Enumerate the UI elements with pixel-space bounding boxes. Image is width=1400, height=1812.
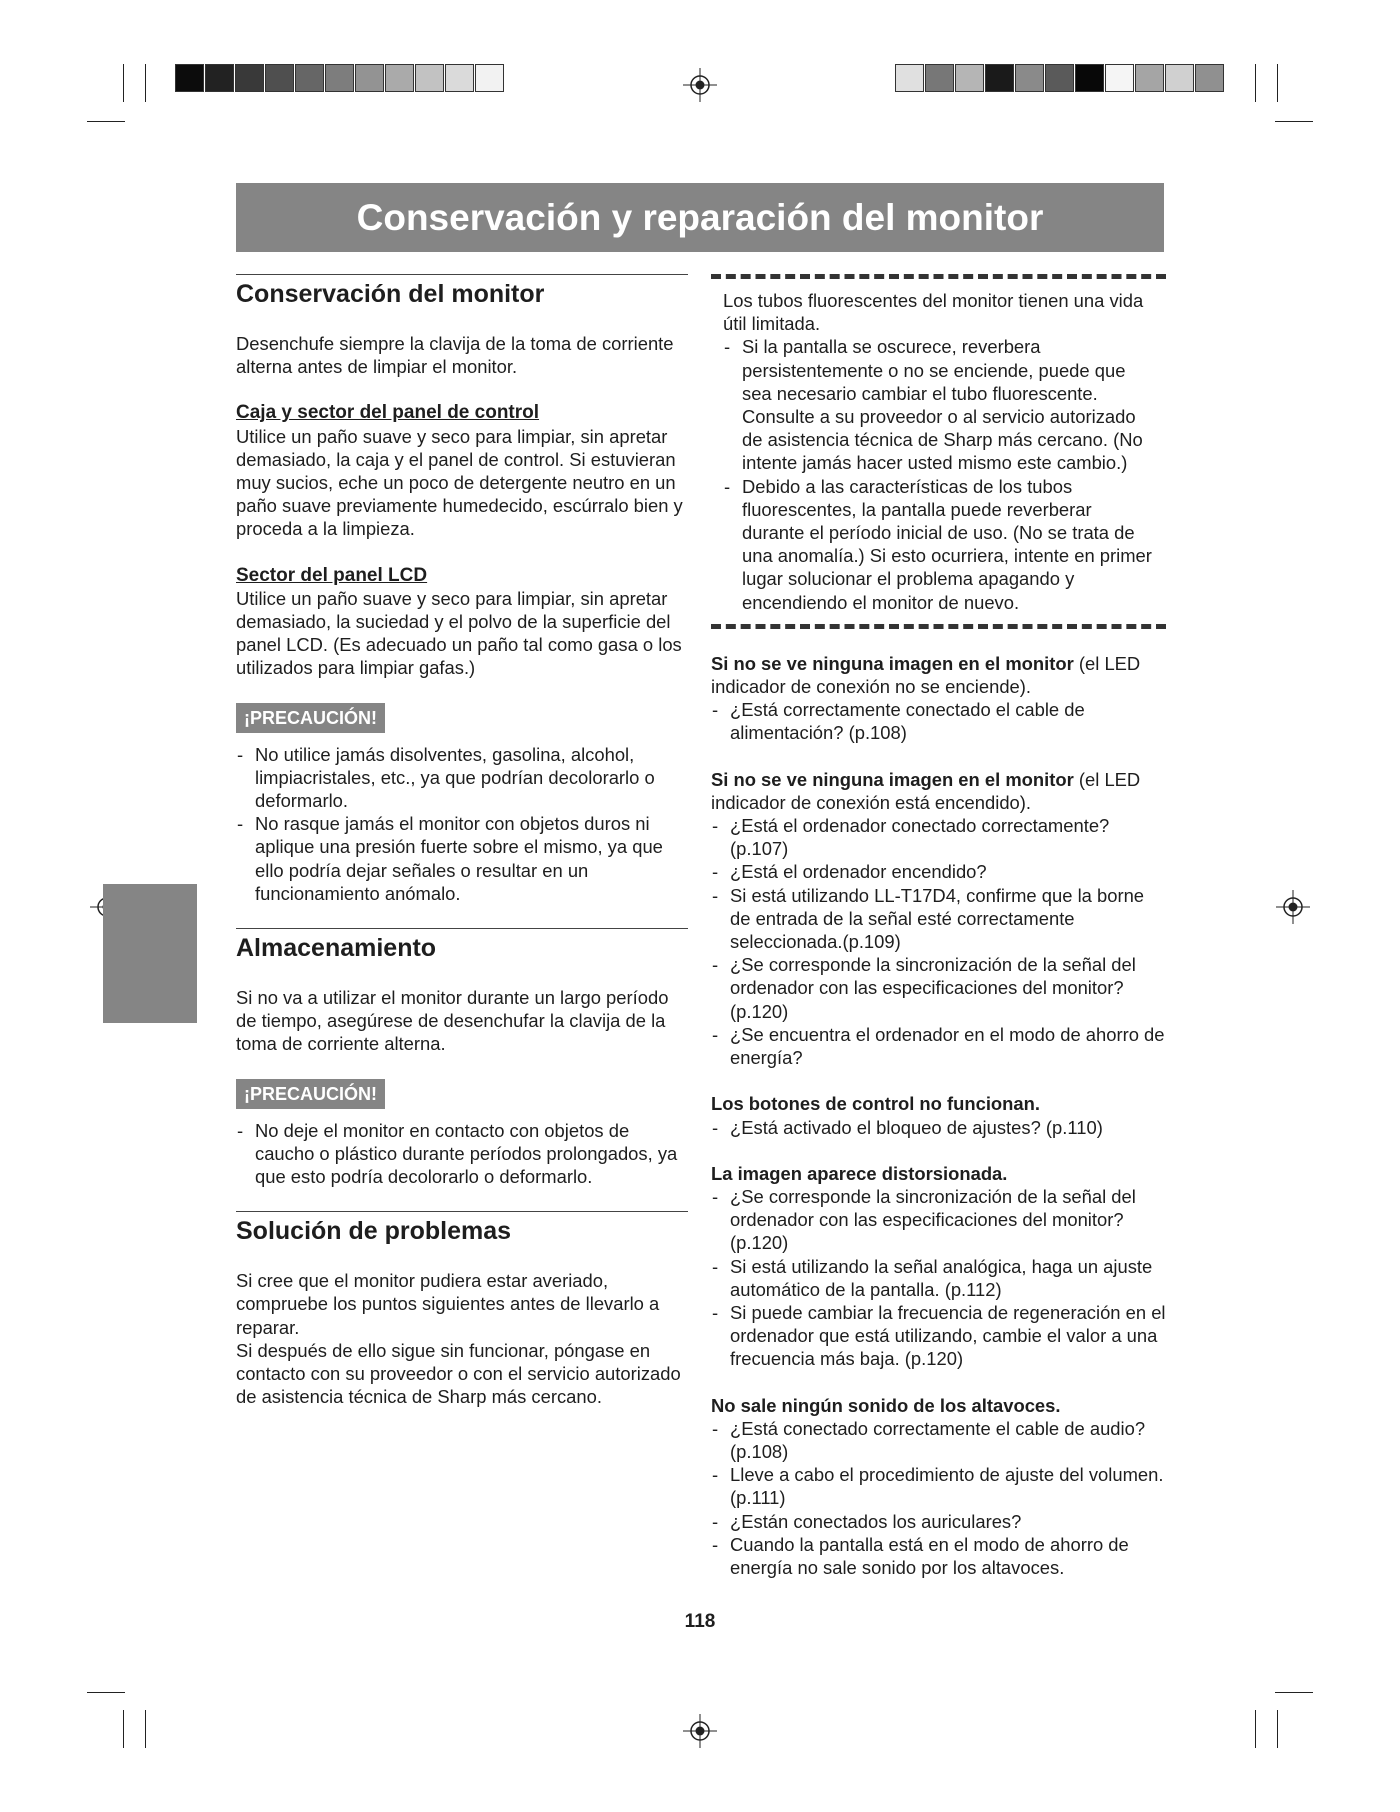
issue-list: [711, 698, 1166, 744]
issue-list: [711, 1417, 1166, 1579]
color-swatch: [1105, 64, 1134, 92]
list-item: - ¿Está el ordenador conectado correctamente? (p.107): [711, 814, 1166, 860]
list-item: - ¿Se encuentra el ordenador en el modo de ahorro de energía?: [711, 1023, 1166, 1069]
list-item: - ¿Está el ordenador encendido?: [711, 860, 1166, 883]
note-box: [711, 289, 1166, 614]
left-column: [236, 274, 688, 1409]
list-item: - Si está utilizando la señal analógica, haga un ajuste automático de la pantalla. (p.112): [711, 1255, 1166, 1301]
color-swatch: [205, 64, 234, 92]
issue-list: [711, 1185, 1166, 1371]
crop-mark: [145, 64, 146, 102]
issue-heading-buttons: Los botones de control no funcionan.: [711, 1093, 1040, 1115]
issue-heading-distorted: La imagen aparece distorsionada.: [711, 1162, 1008, 1184]
crop-mark: [123, 1710, 124, 1748]
color-swatch: [175, 64, 204, 92]
storage-text: Si no va a utilizar el monitor durante un largo período de tiempo, asegúrese de desenchufar la clavija de la toma de corriente alterna.: [236, 987, 669, 1055]
list-item: - No rasque jamás el monitor con objetos duros ni aplique una presión fuerte sobre el mismo, ya que ello podría dejar señales o resultar en un funcionamiento anómalo.: [236, 812, 688, 905]
section-rule: [236, 274, 688, 275]
list-item: - Debido a las características de los tubos fluorescentes, la pantalla puede reverberar durante el período inicial de uso. (No se trata de una anomalía.) Si esto ocurriera, intente en primer lugar solucionar el problema apagando y encendiendo el monitor de nuevo.: [723, 475, 1154, 614]
caution-label: ¡PRECAUCIÓN!: [236, 703, 385, 733]
crop-mark: [145, 1710, 146, 1748]
list-item: - Cuando la pantalla está en el modo de ahorro de energía no sale sonido por los altavoces.: [711, 1533, 1166, 1579]
crop-mark: [1277, 1710, 1278, 1748]
list-item: - ¿Se corresponde la sincronización de la señal del ordenador con las especificaciones del monitor? (p.120): [711, 1185, 1166, 1255]
section-rule: [236, 1211, 688, 1212]
color-swatch: [235, 64, 264, 92]
caution-list: [236, 743, 688, 905]
color-swatch: [1045, 64, 1074, 92]
issue-list: [711, 814, 1166, 1069]
crop-mark: [1255, 64, 1256, 102]
color-swatch: [1075, 64, 1104, 92]
crop-mark: [123, 64, 124, 102]
section-rule: [236, 928, 688, 929]
issue-no-image-off: [711, 652, 1166, 698]
list-item: - No utilice jamás disolventes, gasolina, alcohol, limpiacristales, etc., ya que podrían decolorarlo o deformarlo.: [236, 743, 688, 813]
color-swatch: [985, 64, 1014, 92]
section-heading-troubleshooting: Solución de problemas: [236, 1217, 512, 1246]
list-item: - Lleve a cabo el procedimiento de ajuste del volumen. (p.111): [711, 1463, 1166, 1509]
side-tab: [103, 884, 197, 1023]
color-swatch: [1195, 64, 1224, 92]
note-intro: Los tubos fluorescentes del monitor tienen una vida útil limitada.: [723, 290, 1144, 335]
registration-mark-icon: [683, 1714, 717, 1748]
color-swatch: [325, 64, 354, 92]
page-title: Conservación y reparación del monitor: [356, 197, 1044, 238]
crop-mark: [87, 121, 125, 122]
list-item: - ¿Se corresponde la sincronización de la señal del ordenador con las especificaciones del monitor? (p.120): [711, 953, 1166, 1023]
list-item: - Si puede cambiar la frecuencia de regeneración en el ordenador que está utilizando, cambie el valor a una frecuencia más baja. (p.120): [711, 1301, 1166, 1371]
crop-mark: [1255, 1710, 1256, 1748]
title-band: [236, 183, 1164, 252]
color-swatch: [355, 64, 384, 92]
color-swatch: [295, 64, 324, 92]
list-item: - No deje el monitor en contacto con objetos de caucho o plástico durante períodos prolongados, ya que esto podría decolorarlo o deformarlo.: [236, 1119, 688, 1189]
issue-detail: (el LED indicador de conexión está encendido).: [711, 768, 1141, 813]
page-number: 118: [684, 1611, 716, 1632]
issue-no-image-on: [711, 768, 1166, 814]
registration-mark-icon: [683, 68, 717, 102]
color-swatch: [955, 64, 984, 92]
color-swatch: [475, 64, 504, 92]
color-swatch: [925, 64, 954, 92]
crop-mark: [87, 1692, 125, 1693]
registration-mark-icon: [1276, 890, 1310, 924]
color-swatch: [415, 64, 444, 92]
trouble-text-2: Si después de ello sigue sin funcionar, póngase en contacto con su proveedor o con el servicio autorizado de asistencia técnica de Sharp más cercano.: [236, 1339, 681, 1408]
caution-label: ¡PRECAUCIÓN!: [236, 1079, 385, 1109]
color-swatch: [895, 64, 924, 92]
list-item: - ¿Están conectados los auriculares?: [711, 1510, 1166, 1533]
color-swatch: [385, 64, 414, 92]
subheading-cabinet: Caja y sector del panel de control: [236, 402, 540, 424]
note-list: [723, 335, 1154, 613]
color-swatch: [1165, 64, 1194, 92]
list-item: - ¿Está activado el bloqueo de ajustes? (p.110): [711, 1116, 1166, 1139]
right-column: [711, 274, 1166, 1579]
color-swatch: [1135, 64, 1164, 92]
crop-mark: [1277, 64, 1278, 102]
crop-mark: [1275, 1692, 1313, 1693]
color-swatch: [1015, 64, 1044, 92]
issue-heading-sound: No sale ningún sonido de los altavoces.: [711, 1394, 1061, 1416]
lcd-text: Utilice un paño suave y seco para limpiar, sin apretar demasiado, la suciedad y el polvo de la superficie del panel LCD. (Es adecuado un paño tal como gasa o los utilizados para limpiar gafas.): [236, 587, 682, 679]
trouble-text-1: Si cree que el monitor pudiera estar averiado, compruebe los puntos siguientes antes de llevarlo a reparar.: [236, 1270, 660, 1338]
crop-mark: [1275, 121, 1313, 122]
list-item: - Si está utilizando LL-T17D4, confirme que la borne de entrada de la señal esté correctamente seleccionada.(p.109): [711, 884, 1166, 954]
list-item: - ¿Está conectado correctamente el cable de audio? (p.108): [711, 1417, 1166, 1463]
list-item: - ¿Está correctamente conectado el cable de alimentación? (p.108): [711, 698, 1166, 744]
issue-heading: Si no se ve ninguna imagen en el monitor: [711, 768, 1074, 790]
issue-detail: (el LED indicador de conexión no se enciende).: [711, 652, 1141, 698]
list-item: - Si la pantalla se oscurece, reverbera persistentemente o no se enciende, puede que sea necesario cambiar el tubo fluorescente. Consulte a su proveedor o al servicio autorizado de asistencia técnica de Sharp más cercano. (No intente jamás hacer usted mismo este cambio.): [723, 335, 1154, 474]
caution-list: [236, 1119, 688, 1189]
subheading-lcd: Sector del panel LCD: [236, 564, 428, 586]
color-swatch: [445, 64, 474, 92]
issue-heading: Si no se ve ninguna imagen en el monitor: [711, 652, 1074, 674]
issue-list: [711, 1116, 1166, 1139]
cabinet-text: Utilice un paño suave y seco para limpiar, sin apretar demasiado, la caja y el panel de control. Si estuvieran muy sucios, eche un poco de detergente neutro en un paño suave previamente humedecido, escúrralo bien y proceda a la limpieza.: [236, 425, 683, 540]
color-swatch: [265, 64, 294, 92]
section-heading-care: Conservación del monitor: [236, 280, 545, 308]
care-intro: Desenchufe siempre la clavija de la toma de corriente alterna antes de limpiar el monitor.: [236, 333, 674, 378]
section-heading-storage: Almacenamiento: [236, 934, 437, 963]
